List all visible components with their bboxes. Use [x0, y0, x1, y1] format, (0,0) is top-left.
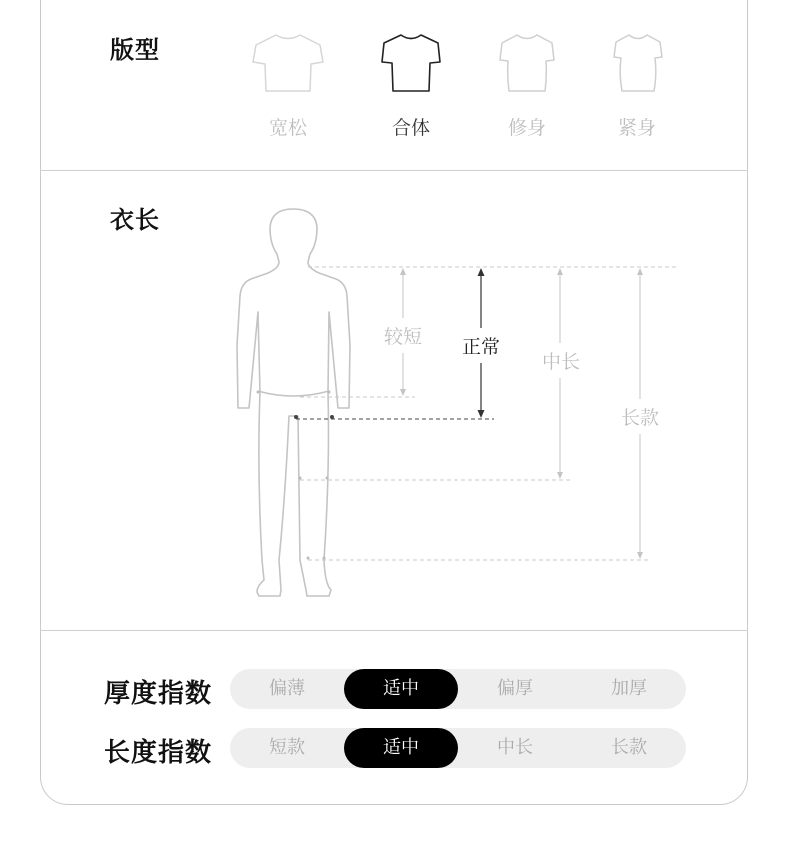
length-option-long: 长款	[621, 399, 659, 434]
length-option-mid: 中长	[542, 343, 580, 378]
thickness-option-medium[interactable]: 适中	[344, 669, 458, 709]
length-index-option-long[interactable]: 长款	[611, 737, 647, 758]
thickness-index-title: 厚度指数	[104, 679, 213, 709]
thickness-option-extra-thick[interactable]: 加厚	[611, 678, 647, 699]
length-option-short: 较短	[384, 318, 422, 353]
fit-title: 版型	[110, 36, 160, 64]
length-index-selector	[230, 728, 686, 768]
fit-option-slim: 修身	[507, 117, 546, 139]
length-option-regular: 正常	[462, 328, 500, 363]
length-index-option-medium[interactable]: 适中	[344, 728, 458, 768]
thickness-selector	[230, 669, 686, 709]
thickness-option-thin[interactable]: 偏薄	[269, 678, 305, 699]
human-figure-icon	[237, 209, 350, 596]
length-index-option-mid[interactable]: 中长	[497, 737, 533, 758]
length-index-option-short[interactable]: 短款	[269, 737, 305, 758]
divider	[40, 630, 748, 631]
thickness-option-thick[interactable]: 偏厚	[497, 678, 533, 699]
length-index-title: 长度指数	[104, 738, 213, 768]
fit-option-loose: 宽松	[268, 117, 307, 139]
fit-option-tight: 紧身	[617, 117, 656, 139]
length-title: 衣长	[110, 206, 160, 234]
fit-option-regular: 合体	[391, 117, 430, 139]
